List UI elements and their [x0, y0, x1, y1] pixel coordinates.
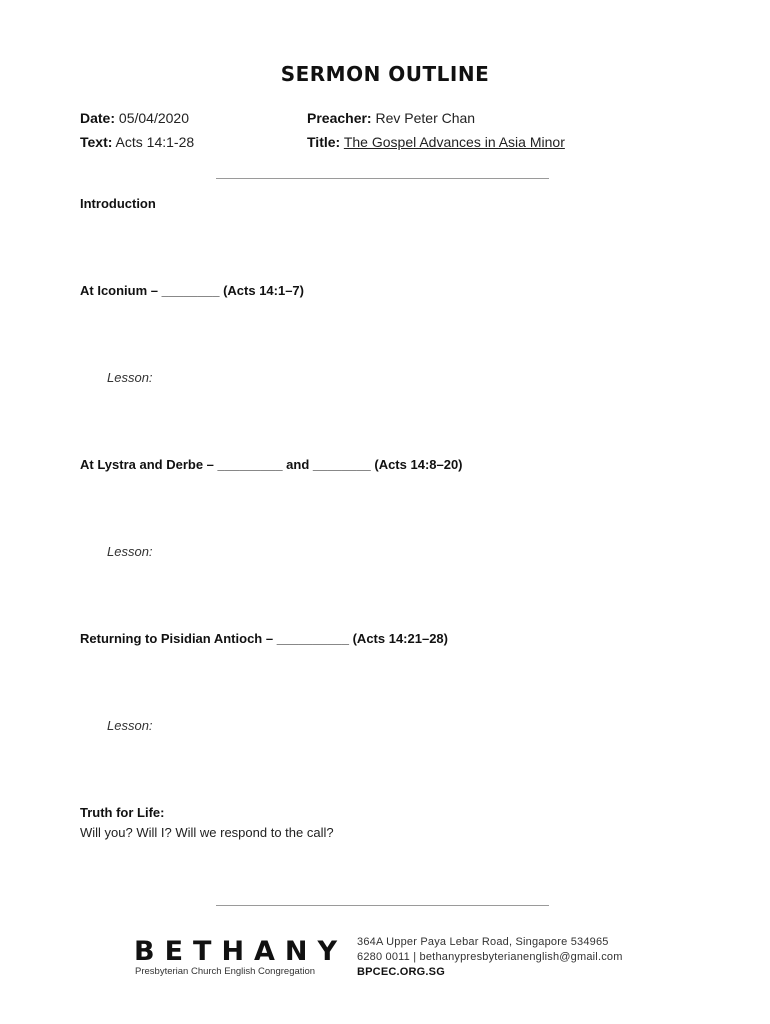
antioch-heading: Returning to Pisidian Antioch – __________ (Acts 14:21–28) — [80, 631, 448, 646]
preacher-label: Preacher: — [307, 110, 372, 126]
bethany-logo: BETHANY — [134, 936, 348, 967]
sermon-title-row — [307, 134, 565, 150]
date-label: Date: — [80, 110, 116, 126]
date-value: 05/04/2020 — [118, 110, 189, 126]
footer-contact: 6280 0011 | bethanypresbyterianenglish@gmail.com — [357, 951, 623, 963]
text-value: Acts 14:1-28 — [115, 134, 195, 150]
truth-text: Will you? Will I? Will we respond to the call? — [80, 825, 334, 840]
footer-website: BPCEC.ORG.SG — [357, 966, 445, 978]
page-title: SERMON OUTLINE — [280, 62, 490, 86]
lystra-heading: At Lystra and Derbe – _________ and ________ (Acts 14:8–20) — [80, 457, 463, 472]
lesson-label-1: Lesson: — [107, 370, 153, 385]
lesson-label-3: Lesson: — [107, 718, 153, 733]
preacher-row — [307, 110, 475, 126]
text-row — [80, 134, 194, 150]
introduction-heading: Introduction — [80, 196, 156, 211]
sermon-title-label: Title: — [307, 134, 341, 150]
date-row — [80, 110, 189, 126]
footer-divider — [216, 905, 549, 906]
sermon-title-value: The Gospel Advances in Asia Minor — [343, 134, 565, 150]
logo-tagline: Presbyterian Church English Congregation — [135, 966, 316, 977]
iconium-heading: At Iconium – ________ (Acts 14:1–7) — [80, 283, 304, 298]
text-label: Text: — [80, 134, 113, 150]
preacher-value: Rev Peter Chan — [375, 110, 476, 126]
lesson-label-2: Lesson: — [107, 544, 153, 559]
truth-heading: Truth for Life: — [80, 805, 165, 820]
footer-address: 364A Upper Paya Lebar Road, Singapore 534965 — [357, 936, 609, 948]
header-divider — [216, 178, 549, 179]
